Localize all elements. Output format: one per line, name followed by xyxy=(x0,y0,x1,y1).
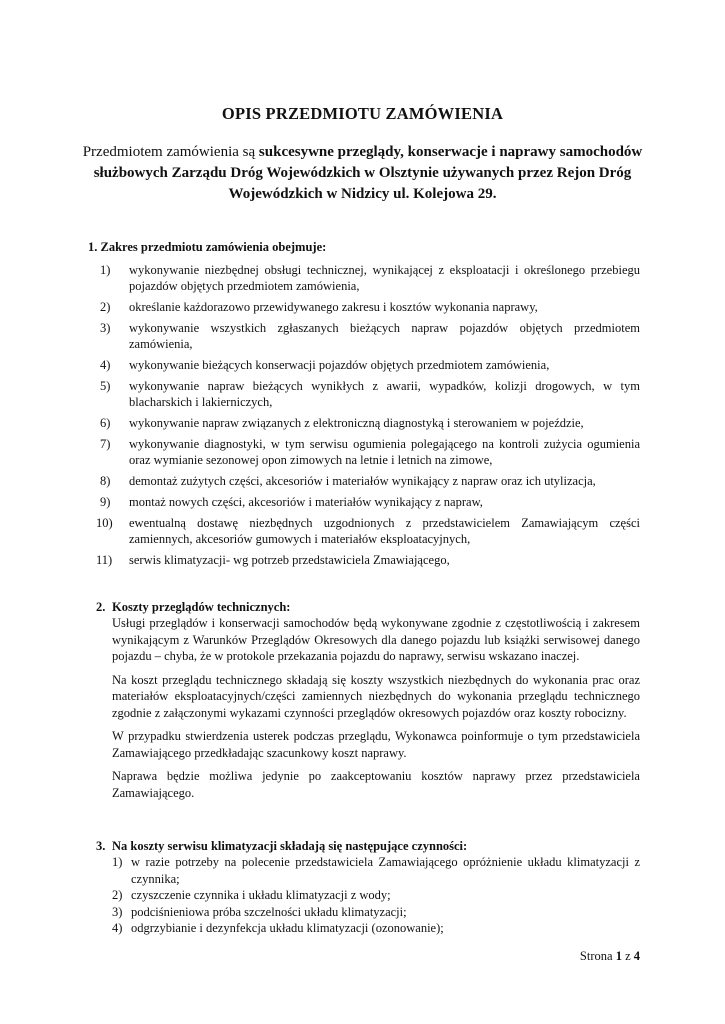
section-3-list xyxy=(112,854,640,937)
list-item xyxy=(96,357,640,373)
list-item-text: wykonywanie bieżących konserwacji pojazdów objętych przedmiotem zamówienia, xyxy=(129,358,550,372)
section-2-paragraph: Naprawa będzie możliwa jedynie po zaakceptowaniu kosztów naprawy przez przedstawiciela Zamawiającego. xyxy=(112,769,640,800)
list-item-number: 2) xyxy=(100,300,111,314)
list-item-number: 1) xyxy=(112,855,123,869)
footer-page-number: 1 xyxy=(615,949,622,963)
list-item xyxy=(96,552,640,568)
list-item-text: ewentualną dostawę niezbędnych uzgodnionych z przedstawicielem Zamawiającym części zamiennych, akcesoriów gumowych i materiałów eksploatacyjnych, xyxy=(129,516,640,546)
section-3 xyxy=(96,838,640,937)
section-2-paragraph: Na koszt przeglądu technicznego składają się koszty wszystkich niezbędnych do wykonania prac oraz materiałów eksploatacyjnych/części zamiennych niezbędnych do wykonania przeglądu technicznego zgodnie z załączonymi wykazami czynności przeglądów okresowych pojazdów oraz koszty robocizny. xyxy=(112,672,640,720)
list-item-text: wykonywanie diagnostyki, w tym serwisu ogumienia polegającego na kontroli zużycia ogumienia oraz wymianie sezonowej opon zimowych na letnie i letnich na zimowe, xyxy=(129,437,640,467)
list-item-text: odgrzybianie i dezynfekcja układu klimatyzacji (ozonowanie); xyxy=(131,921,444,935)
list-item xyxy=(96,494,640,510)
intro-bold: sukcesywne przeglądy, konserwacje i naprawy samochodów służbowych Zarządu Dróg Wojewódzkich w Olsztynie używanych przez Rejon Dróg Wojewódzkich w Nidzicy ul. Kolejowa 29. xyxy=(93,144,643,202)
document-title: OPIS PRZEDMIOTU ZAMÓWIENIA xyxy=(221,104,504,123)
list-item-number: 8) xyxy=(100,474,111,488)
section-3-number: 3. xyxy=(96,839,106,853)
list-item-number: 4) xyxy=(112,921,123,935)
list-item-number: 3) xyxy=(100,321,111,335)
list-item-text: czyszczenie czynnika i układu klimatyzacji z wody; xyxy=(131,888,391,902)
list-item-text: wykonywanie napraw związanych z elektroniczną diagnostyką i sterowaniem w pojeździe, xyxy=(129,416,584,430)
list-item-text: wykonywanie niezbędnej obsługi technicznej, wynikającej z eksploatacji i określonego przebiegu pojazdów objętych przedmiotem zamówienia, xyxy=(129,263,640,293)
list-item xyxy=(96,415,640,431)
footer-separator: z xyxy=(625,949,631,963)
list-item-text: podciśnieniowa próba szczelności układu klimatyzacji; xyxy=(131,904,407,919)
list-item-number: 11) xyxy=(96,553,113,567)
list-item xyxy=(96,378,640,410)
list-item-text: w razie potrzeby na polecenie przedstawiciela Zamawiającego opróżnienie układu klimatyzacji z czynnika; xyxy=(131,855,640,886)
list-item xyxy=(112,887,640,904)
section-2-number: 2. xyxy=(96,600,106,614)
list-item-text: wykonywanie napraw bieżących wynikłych z awarii, wypadków, kolizji drogowych, w tym blacharskich i lakierniczych, xyxy=(129,379,640,409)
intro-paragraph xyxy=(80,142,645,205)
list-item xyxy=(96,320,640,352)
list-item xyxy=(112,920,640,937)
list-item-number: 2) xyxy=(112,888,123,902)
list-item-text: montaż nowych części, akcesoriów i materiałów wynikający z napraw, xyxy=(129,495,483,509)
section-2 xyxy=(96,599,640,808)
list-item-text: wykonywanie wszystkich zgłaszanych bieżących napraw pojazdów objętych przedmiotem zamówienia, xyxy=(129,321,640,351)
list-item-text: określanie każdorazowo przewidywanego zakresu i kosztów wykonania naprawy, xyxy=(129,300,538,314)
list-item-number: 1) xyxy=(100,263,111,277)
list-item-text: serwis klimatyzacji- wg potrzeb przedstawiciela Zmawiającego, xyxy=(129,553,450,567)
list-item-number: 10) xyxy=(96,516,113,530)
list-item-number: 5) xyxy=(100,379,111,393)
section-1-list xyxy=(96,262,640,573)
list-item-number: 7) xyxy=(100,437,111,451)
list-item xyxy=(96,299,640,315)
list-item xyxy=(96,436,640,468)
section-2-paragraph: Usługi przeglądów i konserwacji samochodów będą wykonywane zgodnie z częstotliwością i zakresem wynikającym z Warunków Przeglądów Okresowych dla danego pojazdu lub książki serwisowej danego pojazdu – chyba, że w protokole przekazania pojazdu do naprawy, serwisu wskazano inaczej. xyxy=(112,616,640,663)
footer-total-pages: 4 xyxy=(633,949,640,963)
list-item xyxy=(112,904,640,921)
list-item xyxy=(96,262,640,294)
page-footer xyxy=(580,949,640,964)
section-3-heading xyxy=(96,838,640,854)
list-item xyxy=(112,854,640,887)
list-item-number: 3) xyxy=(112,904,123,919)
section-1-heading: 1. Zakres przedmiotu zamówienia obejmuje: xyxy=(88,240,327,254)
list-item-number: 4) xyxy=(100,358,111,372)
footer-label: Strona xyxy=(579,949,613,963)
list-item-number: 6) xyxy=(100,416,111,430)
section-2-paragraph: W przypadku stwierdzenia usterek podczas przeglądu, Wykonawca poinformuje o tym przedstawiciela Zamawiającego przedkładając szacunkowy koszt naprawy. xyxy=(112,729,640,760)
section-2-title: Koszty przeglądów technicznych: xyxy=(112,600,291,614)
list-item xyxy=(96,473,640,489)
list-item-number: 9) xyxy=(100,495,111,509)
section-2-heading xyxy=(96,599,640,615)
list-item-text: demontaż zużytych części, akcesoriów i materiałów wynikający z napraw oraz ich utylizacja, xyxy=(129,474,596,488)
section-3-title: Na koszty serwisu klimatyzacji składają się następujące czynności: xyxy=(112,839,468,853)
list-item xyxy=(96,515,640,547)
intro-lead: Przedmiotem zamówienia są xyxy=(82,144,259,160)
